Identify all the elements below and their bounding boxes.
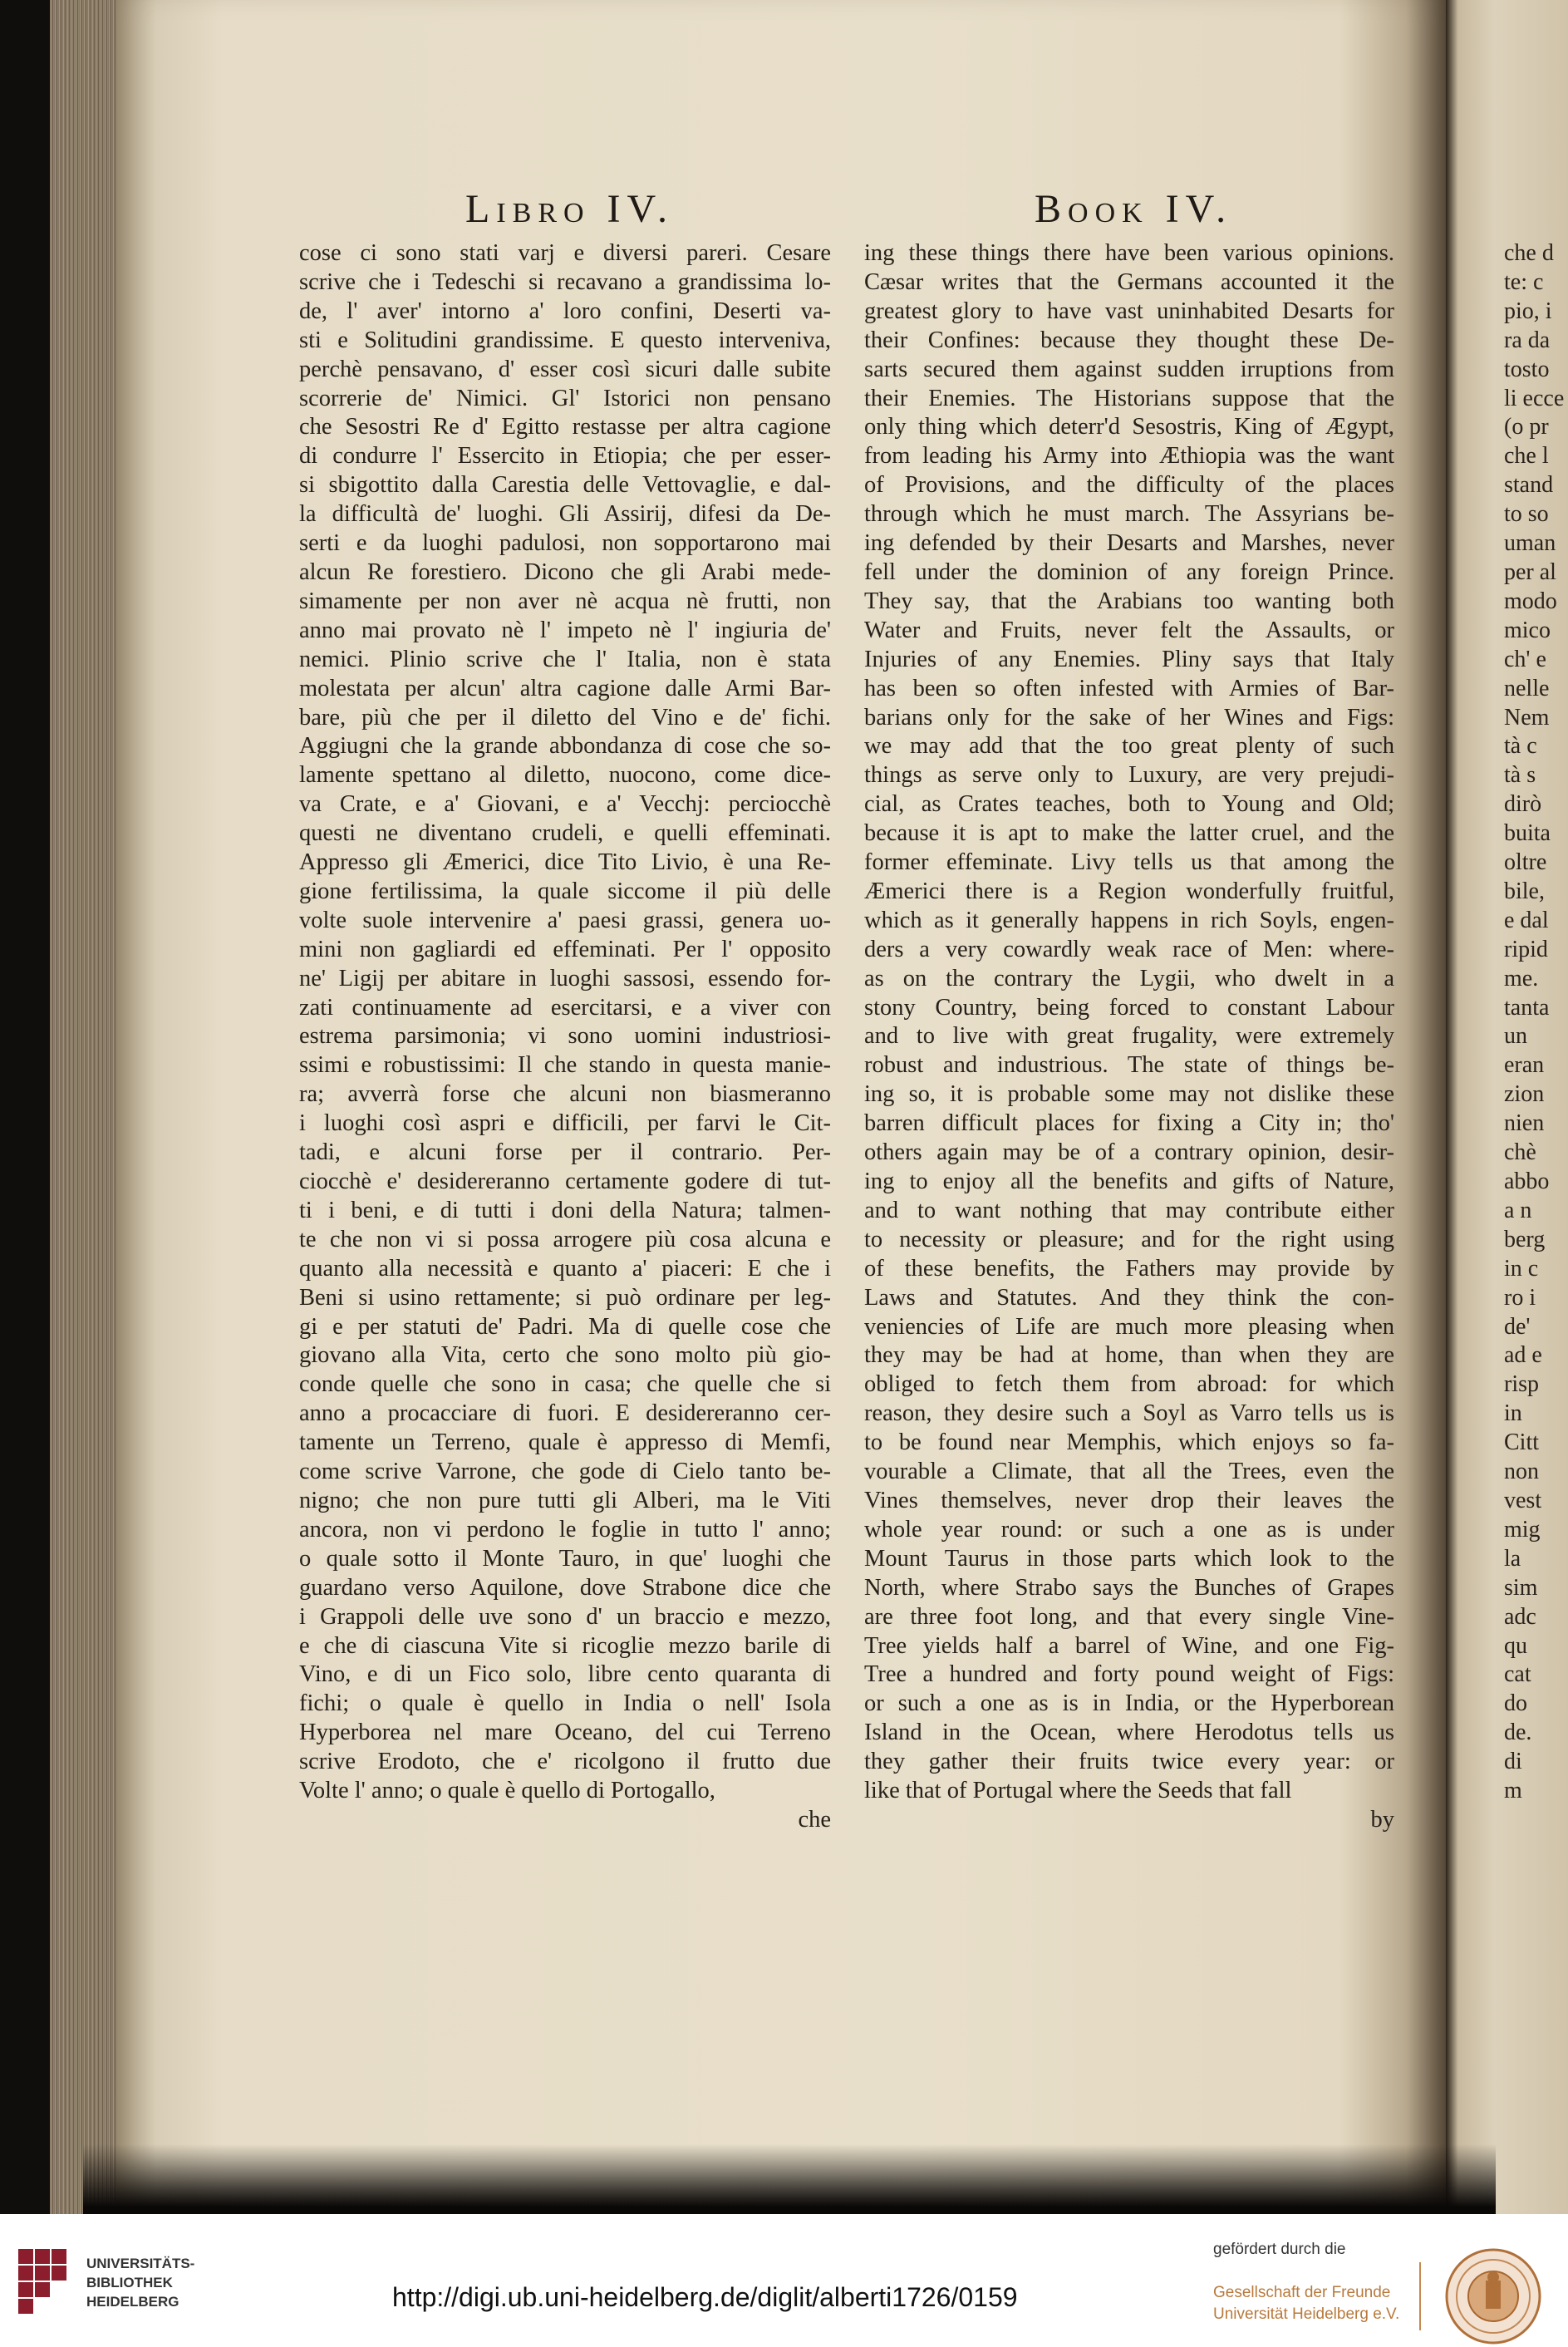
text-line: barians only for the sake of her Wines and Figs: xyxy=(864,704,1394,731)
text-line: che Sesostri Re d' Egitto restasse per altra cagione xyxy=(299,414,831,440)
text-line: ne' Ligij per abitare in luoghi sassosi, essendo for- xyxy=(299,965,831,991)
text-line: ti i beni, e di tutti i doni della Natura; talmen- xyxy=(299,1197,831,1223)
text-line: Cæsar writes that the Germans accounted it the xyxy=(864,268,1394,295)
text-line: volte suole intervenire a' paesi grassi, genera uo- xyxy=(299,907,831,933)
text-line: te che non vi si possa arrogere più cosa alcuna e xyxy=(299,1226,831,1252)
text-line: bare, più che per il diletto del Vino e de' fichi. xyxy=(299,704,831,731)
text-line: cial, as Crates teaches, both to Young and Old; xyxy=(864,791,1394,818)
text-line: through which he must march. The Assyrians be- xyxy=(864,501,1394,528)
facing-page-fragment: bile, xyxy=(1504,878,1545,904)
text-line: tamente un Terreno, quale è appresso di Memfi, xyxy=(299,1429,831,1456)
text-line: Hyperborea nel mare Oceano, del cui Terreno xyxy=(299,1720,831,1746)
text-line: because it is apt to make the latter cruel, and the xyxy=(864,820,1394,847)
text-line: gi e per statuti de' Padri. Ma di quelle cose che xyxy=(299,1313,831,1340)
text-line: guardano verso Aquilone, dove Strabone dice che xyxy=(299,1574,831,1601)
facing-page-fragment: mig xyxy=(1504,1516,1541,1543)
text-line: ing defended by their Desarts and Marshes, never xyxy=(864,530,1394,557)
text-line: gione fertilissima, la quale siccome il più delle xyxy=(299,878,831,904)
text-line: They say, that the Arabians too wanting both xyxy=(864,588,1394,614)
text-line: Injuries of any Enemies. Pliny says that Italy xyxy=(864,646,1394,672)
text-line: their Confines: because they thought these De- xyxy=(864,327,1394,353)
library-name-line: HEIDELBERG xyxy=(86,2294,179,2310)
facing-page-fragment: nien xyxy=(1504,1110,1545,1137)
text-line: scorrerie de' Nimici. Gl' Istorici non pensano xyxy=(299,385,831,411)
text-line: things as serve only to Luxury, are very prejudi- xyxy=(864,762,1394,789)
facing-page-fragment: oltre xyxy=(1504,849,1547,876)
running-head-italian: Libro IV. xyxy=(465,187,675,231)
text-line: reason, they desire such a Soyl as Varro tells us is xyxy=(864,1400,1394,1427)
sponsor-name-line: Gesellschaft der Freunde xyxy=(1213,2284,1391,2301)
text-line: which as it generally happens in rich Soyls, engen- xyxy=(864,907,1394,933)
facing-page-fragment: m xyxy=(1504,1778,1522,1804)
italian-text-column xyxy=(299,239,831,1835)
text-line: and to live with great frugality, were extremely xyxy=(864,1023,1394,1050)
text-line: ing to enjoy all the benefits and gifts of Nature, xyxy=(864,1169,1394,1194)
library-name-line: BIBLIOTHEK xyxy=(86,2275,173,2290)
facing-page-fragment: ch' e xyxy=(1504,646,1546,672)
text-line: they gather their fruits twice every year: or xyxy=(864,1749,1394,1775)
facing-page-fragment: stand xyxy=(1504,472,1554,499)
text-line: fichi; o quale è quello in India o nell' Isola xyxy=(299,1690,831,1717)
text-line: others again may be of a contrary opinion, desir- xyxy=(864,1139,1394,1166)
text-line: nigno; che non pure tutti gli Alberi, ma le Viti xyxy=(299,1487,831,1513)
facing-page-fragment: mico xyxy=(1504,617,1551,643)
university-seal-icon xyxy=(1444,2247,1542,2345)
text-line: va Crate, e a' Giovani, e a' Vecchj: perciocchè xyxy=(299,791,831,818)
text-line: ing these things there have been various opinions. xyxy=(864,240,1394,266)
text-line: cose ci sono stati varj e diversi pareri. Cesare xyxy=(299,240,831,266)
facing-page-fragment: non xyxy=(1504,1459,1539,1485)
text-line: Mount Taurus in those parts which look to the xyxy=(864,1545,1394,1572)
text-line: of Provisions, and the difficulty of the places xyxy=(864,472,1394,499)
facing-page-fragment: berg xyxy=(1504,1226,1546,1252)
text-line: Island in the Ocean, where Herodotus tells us xyxy=(864,1720,1394,1746)
library-name xyxy=(86,2254,194,2311)
facing-page-fragment: eran xyxy=(1504,1052,1545,1079)
text-line: ciocchè e' desidereranno certamente godere di tut- xyxy=(299,1169,831,1194)
facing-page-fragment: buita xyxy=(1504,820,1551,847)
running-head-english: Book IV. xyxy=(1035,187,1233,231)
text-line: former effeminate. Livy tells us that among the xyxy=(864,849,1394,876)
text-line: robust and industrious. The state of things be- xyxy=(864,1052,1394,1079)
facing-page-fragment: de' xyxy=(1504,1313,1531,1340)
facing-page-fragment: ripid xyxy=(1504,936,1548,962)
facing-page-fragment: Nem xyxy=(1504,704,1550,731)
facing-page-fragment: ra da xyxy=(1504,327,1551,353)
text-line: they may be had at home, than when they are xyxy=(864,1342,1394,1369)
text-line: o quale sotto il Monte Tauro, in que' luoghi che xyxy=(299,1545,831,1572)
page-shadow xyxy=(83,2144,1496,2214)
text-line: Volte l' anno; o quale è quello di Portogallo, xyxy=(299,1778,715,1804)
facing-page-fragment: modo xyxy=(1504,588,1557,614)
text-line: anno a procacciare di fuori. E desidereranno cer- xyxy=(299,1400,831,1427)
text-line: anno mai provato nè l' impeto nè l' ingiuria de' xyxy=(299,617,831,643)
text-line: vourable a Climate, that all the Trees, even the xyxy=(864,1459,1394,1485)
text-line: we may add that the too great plenty of such xyxy=(864,733,1394,760)
text-line: tadi, e alcuni forse per il contrario. Per- xyxy=(299,1139,831,1166)
facing-page-fragment: tanta xyxy=(1504,994,1550,1021)
text-line: scrive che i Tedeschi si recavano a grandissima lo- xyxy=(299,268,831,295)
text-line: fell under the dominion of any foreign Prince. xyxy=(864,558,1394,585)
facing-page-fragment: chè xyxy=(1504,1139,1536,1166)
facing-page-text xyxy=(1504,239,1568,1806)
text-line: i Grappoli delle uve sono d' un braccio e mezzo, xyxy=(299,1603,831,1630)
facing-page-fragment: de. xyxy=(1504,1720,1532,1746)
text-line: barren difficult places for fixing a City in; tho' xyxy=(864,1110,1394,1137)
facing-page-fragment: to so xyxy=(1504,501,1549,528)
text-line: Aggiugni che la grande abbondanza di cose che so- xyxy=(299,733,831,760)
facing-page-fragment: che d xyxy=(1504,240,1554,266)
permalink-url[interactable]: http://digi.ub.uni-heidelberg.de/diglit/alberti1726/0159 xyxy=(392,2282,1018,2312)
library-name-line: UNIVERSITÄTS- xyxy=(86,2256,195,2271)
text-line: Tree yields half a barrel of Wine, and one Fig- xyxy=(864,1632,1394,1659)
facing-page-fragment: un xyxy=(1504,1023,1527,1050)
facing-page-fragment: che l xyxy=(1504,443,1549,470)
text-line: ra; avverrà forse che alcuni non biasmeranno xyxy=(299,1081,831,1108)
text-line: de, l' aver' intorno a' loro confini, Deserti va- xyxy=(299,298,831,324)
facing-page-fragment: pio, i xyxy=(1504,298,1552,324)
text-line: and to want nothing that may contribute either xyxy=(864,1197,1394,1223)
text-line: from leading his Army into Æthiopia was the want xyxy=(864,443,1394,470)
facing-page-fragment: ad e xyxy=(1504,1342,1542,1369)
facing-page-fragment: Citt xyxy=(1504,1429,1540,1456)
text-line: their Enemies. The Historians suppose that the xyxy=(864,385,1394,411)
text-line: ancora, non vi perdono le foglie in tutto l' anno; xyxy=(299,1516,831,1543)
text-line: lamente spettano al diletto, nuocono, come dice- xyxy=(299,762,831,789)
facing-page-fragment: tà s xyxy=(1504,762,1536,789)
text-line: North, where Strabo says the Bunches of Grapes xyxy=(864,1574,1394,1601)
text-line: like that of Portugal where the Seeds that fall xyxy=(864,1778,1292,1804)
facing-page-fragment: uman xyxy=(1504,530,1556,557)
text-line: questi ne diventano crudeli, e quelli effeminati. xyxy=(299,820,831,847)
text-line: quanto alla necessità e quanto a' piaceri: E che i xyxy=(299,1255,831,1282)
text-line: of these benefits, the Fathers may provide by xyxy=(864,1255,1394,1282)
university-library-logo-icon xyxy=(18,2249,66,2322)
sponsor-name xyxy=(1213,2282,1399,2325)
facing-page-fragment: abbo xyxy=(1504,1169,1550,1194)
facing-page-fragment: ro i xyxy=(1504,1284,1536,1311)
text-line: mini non gagliardi ed effeminati. Per l' opposito xyxy=(299,936,831,962)
text-line: stony Country, being forced to constant Labour xyxy=(864,994,1394,1021)
text-line: Tree a hundred and forty pound weight of Figs: xyxy=(864,1661,1394,1688)
sponsor-label: gefördert durch die xyxy=(1213,2241,1346,2258)
footer xyxy=(0,2214,1568,2347)
text-line: Vino, e di un Fico solo, libre cento quaranta di xyxy=(299,1661,831,1688)
facing-page-fragment: in xyxy=(1504,1400,1522,1427)
text-line: zati continuamente ad esercitarsi, e a viver con xyxy=(299,994,831,1021)
facing-page-fragment: qu xyxy=(1504,1632,1527,1659)
text-line: di condurre l' Essercito in Etiopia; che per esser- xyxy=(299,443,831,470)
text-line: scrive Erodoto, che e' ricolgono il frutto due xyxy=(299,1749,831,1775)
facing-page-fragment: me. xyxy=(1504,965,1539,991)
text-line: estrema parsimonia; vi sono uomini industriosi- xyxy=(299,1023,831,1050)
facing-page-fragment: sim xyxy=(1504,1574,1538,1601)
facing-page-fragment: adc xyxy=(1504,1603,1536,1630)
facing-page-fragment: tà c xyxy=(1504,733,1537,760)
text-line: nemici. Plinio scrive che l' Italia, non è stata xyxy=(299,646,831,672)
text-line: ing so, it is probable some may not dislike these xyxy=(864,1081,1394,1108)
text-line: Æmerici there is a Region wonderfully fruitful, xyxy=(864,878,1394,904)
text-line: perchè pensavano, d' esser così sicuri dalle subite xyxy=(299,356,831,382)
text-line: are three foot long, and that every single Vine- xyxy=(864,1603,1394,1630)
text-line: serti e da luoghi padulosi, non sopportarono mai xyxy=(299,530,831,557)
catchword: che xyxy=(798,1806,831,1833)
facing-page-fragment: a n xyxy=(1504,1197,1532,1223)
text-line: si sbigottito dalla Carestia delle Vettovaglie, e dal- xyxy=(299,472,831,499)
facing-page-fragment: per al xyxy=(1504,558,1556,585)
text-line: conde quelle che sono in casa; che quelle che si xyxy=(299,1371,831,1398)
text-line: greatest glory to have vast uninhabited Desarts for xyxy=(864,298,1394,324)
text-line: Appresso gli Æmerici, dice Tito Livio, è una Re- xyxy=(299,849,831,876)
facing-page-fragment: e dal xyxy=(1504,907,1549,933)
text-line: or such a one as is in India, or the Hyperborean xyxy=(864,1690,1394,1717)
text-line: sti e Solitudini grandissime. E questo interveniva, xyxy=(299,327,831,353)
text-line: e che di ciascuna Vite si ricoglie mezzo barile di xyxy=(299,1632,831,1659)
text-line: to necessity or pleasure; and for the right using xyxy=(864,1226,1394,1252)
text-line: only thing which deterr'd Sesostris, King of Ægypt, xyxy=(864,414,1394,440)
book-page-edges xyxy=(50,0,125,2214)
text-line: giovano alla Vita, certo che sono molto più gio- xyxy=(299,1342,831,1369)
text-line: come scrive Varrone, che gode di Cielo tanto be- xyxy=(299,1459,831,1485)
facing-page-fragment: vest xyxy=(1504,1487,1542,1513)
text-line: Laws and Statutes. And they think the con- xyxy=(864,1284,1394,1311)
catchword: by xyxy=(1370,1806,1394,1833)
facing-page-fragment: la xyxy=(1504,1545,1521,1572)
text-line: ders a very cowardly weak race of Men: where- xyxy=(864,936,1394,962)
english-text-column xyxy=(864,239,1394,1835)
facing-page-fragment: tosto xyxy=(1504,356,1550,382)
footer-divider xyxy=(1419,2262,1421,2330)
facing-page-fragment: (o pr xyxy=(1504,414,1549,440)
text-line: whole year round: or such a one as is under xyxy=(864,1516,1394,1543)
text-line: simamente per non aver nè acqua nè frutti, non xyxy=(299,588,831,614)
facing-page-fragment: li ecce xyxy=(1504,385,1565,411)
text-line: Vines themselves, never drop their leaves the xyxy=(864,1487,1394,1513)
sponsor-name-line: Universität Heidelberg e.V. xyxy=(1213,2305,1400,2323)
facing-page-fragment: te: c xyxy=(1504,268,1544,295)
text-line: ssimi e robustissimi: Il che stando in questa manie- xyxy=(299,1052,831,1079)
facing-page-fragment: in c xyxy=(1504,1255,1539,1282)
text-line: la difficultà de' luoghi. Gli Assirij, difesi da De- xyxy=(299,501,831,528)
facing-page-fragment: nelle xyxy=(1504,675,1550,701)
text-line: veniencies of Life are much more pleasing when xyxy=(864,1313,1394,1340)
text-line: i luoghi così aspri e difficili, per farvi le Cit- xyxy=(299,1110,831,1137)
facing-page-fragment: cat xyxy=(1504,1661,1531,1688)
text-line: to be found near Memphis, which enjoys so fa- xyxy=(864,1429,1394,1456)
facing-page-fragment: zion xyxy=(1504,1081,1545,1108)
text-line: as on the contrary the Lygii, who dwelt in a xyxy=(864,965,1394,991)
text-line: Water and Fruits, never felt the Assaults, or xyxy=(864,617,1394,643)
facing-page-fragment: risp xyxy=(1504,1371,1539,1398)
facing-page-fragment: di xyxy=(1504,1749,1522,1775)
text-line: molestata per alcun' altra cagione dalle Armi Bar- xyxy=(299,675,831,701)
text-line: alcun Re forestiero. Dicono che gli Arabi mede- xyxy=(299,558,831,585)
text-line: obliged to fetch them from abroad: for which xyxy=(864,1371,1394,1398)
text-line: has been so often infested with Armies of Bar- xyxy=(864,675,1394,701)
facing-page-fragment: do xyxy=(1504,1690,1527,1717)
facing-page-fragment: dirò xyxy=(1504,791,1542,818)
text-line: Beni si usino rettamente; si può ordinare per leg- xyxy=(299,1284,831,1311)
text-line: sarts secured them against sudden irruptions from xyxy=(864,356,1394,382)
